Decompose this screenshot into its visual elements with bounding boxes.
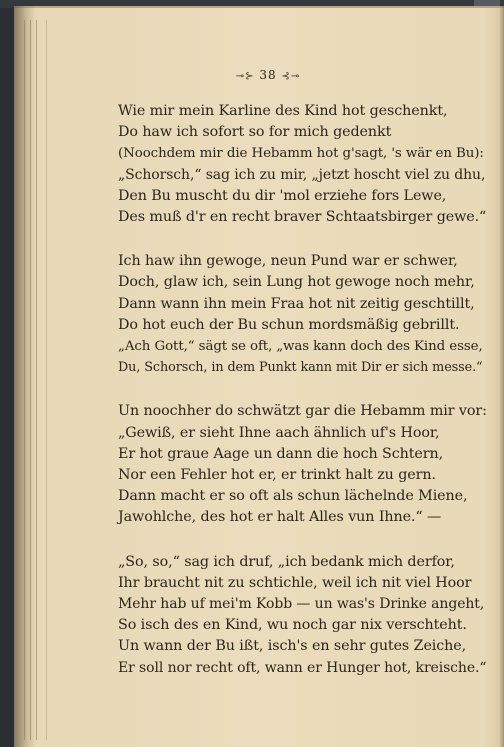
- poem-line: Dann wann ihn mein Fraa hot nit zeitig geschtillt,: [118, 295, 475, 312]
- stanza-4: [118, 552, 487, 679]
- poem-line: Ich haw ihn gewoge, neun Pund war er schwer,: [118, 253, 458, 270]
- ornament-left: ⊸⊱: [235, 71, 255, 82]
- poem-line: Er hot graue Aage un dann die hoch Schtern,: [118, 445, 444, 462]
- binding-shadow: [14, 6, 36, 747]
- poem-line: Du, Schorsch, in dem Punkt kann mit Dir er sich messe.“: [118, 360, 483, 376]
- poem-line: Nor een Fehler hot er, er trinkt halt zu gern.: [118, 467, 436, 484]
- poem-line: (Noochdem mir die Hebamm hot g'sagt, 's wär en Bu):: [118, 146, 484, 162]
- poem-line: Er soll nor recht oft, wann er Hunger hot, kreische.“: [118, 659, 487, 676]
- poem-line: Wie mir mein Karline des Kind hot geschenkt,: [118, 103, 448, 119]
- page-number-header: [88, 66, 448, 84]
- poem-line: Dann macht er so oft als schun lächelnde Miene,: [118, 488, 468, 505]
- poem-line: Un noochher do schwätzt gar die Hebamm mir vor:: [118, 403, 487, 420]
- page-edge-line: [30, 20, 31, 740]
- page-right-edge: [499, 6, 504, 747]
- stanza-3: [118, 401, 487, 528]
- poem-line: Jawohlche, des hot er halt Alles vun Ihne.“ —: [118, 509, 442, 526]
- poem-line: „Schorsch,“ sag ich zu mir, „jetzt hoscht viel zu dhu,: [118, 166, 486, 183]
- stanza-1: [118, 101, 487, 228]
- poem-text-block: [118, 66, 487, 702]
- page-edge-line: [36, 20, 37, 740]
- poem-line: Un wann der Bu ißt, isch's en sehr gutes Zeiche,: [118, 638, 467, 655]
- poem-line: „So, so,“ sag ich druf, „ich bedank mich derfor,: [118, 553, 455, 570]
- gutter-line: [46, 20, 47, 740]
- poem-line: Ihr braucht nit zu schtichle, weil ich nit viel Hoor: [118, 574, 472, 591]
- poem-line: Des muß d'r en recht braver Schtaatsbirger gewe.“: [118, 209, 487, 226]
- page-number: 38: [259, 68, 277, 82]
- poem-line: Do hot euch der Bu schun mordsmäßig gebrillt.: [118, 316, 460, 333]
- ornament-right: ⊰⊸: [281, 71, 301, 82]
- poem-line: „Ach Gott,“ sägt se oft, „was kann doch des Kind esse,: [118, 339, 483, 355]
- poem-line: Mehr hab uf mei'm Kobb — un was's Drinke angeht,: [118, 596, 485, 613]
- poem-line: So isch des en Kind, wu noch gar nix verschteht.: [118, 617, 467, 634]
- page-edge-line: [24, 20, 25, 740]
- poem-line: „Gewiß, er sieht Ihne aach ähnlich uf's Hoor,: [118, 424, 440, 441]
- stanza-2: [118, 251, 483, 378]
- poem-line: Do haw ich sofort so for mich gedenkt: [118, 124, 392, 141]
- poem-line: Den Bu muscht du dir 'mol erziehe fors Lewe,: [118, 187, 447, 204]
- poem-line: Doch, glaw ich, sein Lung hot gewoge noch mehr,: [118, 274, 475, 291]
